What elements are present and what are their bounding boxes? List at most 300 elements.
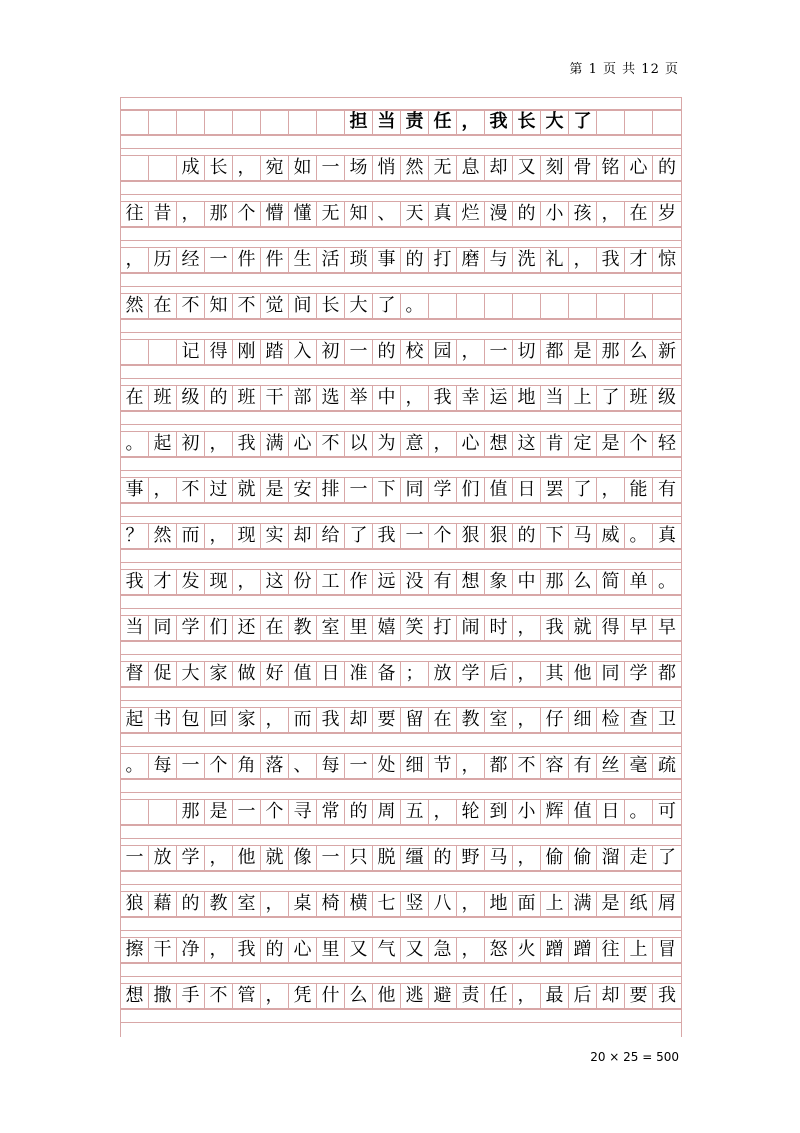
- grid-cell: 琐: [345, 248, 373, 272]
- row-spacer: [121, 687, 681, 701]
- grid-cell: 管: [233, 984, 261, 1008]
- grid-cell: [149, 110, 177, 134]
- grid-cell: 远: [373, 570, 401, 594]
- grid-cell: ，: [261, 892, 289, 916]
- grid-cell: 长: [513, 110, 541, 134]
- grid-cell: 什: [317, 984, 345, 1008]
- grid-cell: 竖: [401, 892, 429, 916]
- grid-cell: 避: [429, 984, 457, 1008]
- grid-cell: 不: [317, 432, 345, 456]
- grid-cell: 成: [177, 156, 205, 180]
- grid-cell: 当: [541, 386, 569, 410]
- grid-cell: 漫: [485, 202, 513, 226]
- grid-cell: 都: [541, 340, 569, 364]
- grid-cell: 偷: [541, 846, 569, 870]
- grid-cell: 。: [401, 294, 429, 318]
- grid-cell: 了: [345, 524, 373, 548]
- grid-cell: 干: [261, 386, 289, 410]
- grid-cell: 的: [513, 524, 541, 548]
- grid-cell: 那: [541, 570, 569, 594]
- grid-cell: 才: [625, 248, 653, 272]
- grid-cell: 、: [373, 202, 401, 226]
- grid-cell: 大: [541, 110, 569, 134]
- grid-cell: ，: [121, 248, 149, 272]
- grid-cell: 件: [261, 248, 289, 272]
- grid-cell: 净: [177, 938, 205, 962]
- grid-cell: 场: [345, 156, 373, 180]
- grid-cell: 落: [261, 754, 289, 778]
- grid-cell: 肯: [541, 432, 569, 456]
- grid-cell: 这: [261, 570, 289, 594]
- grid-cell: 仔: [541, 708, 569, 732]
- grid-cell: [625, 294, 653, 318]
- grid-cell: 我: [373, 524, 401, 548]
- grid-cell: 椅: [317, 892, 345, 916]
- grid-cell: 我: [317, 708, 345, 732]
- row-spacer: [121, 1009, 681, 1023]
- text-row: [121, 891, 681, 917]
- grid-cell: ，: [597, 202, 625, 226]
- grid-cell: 而: [289, 708, 317, 732]
- grid-cell: [317, 110, 345, 134]
- page-indicator: [569, 58, 679, 77]
- grid-cell: 事: [373, 248, 401, 272]
- grid-cell: 。: [625, 800, 653, 824]
- grid-cell: 辉: [541, 800, 569, 824]
- grid-cell: 现: [205, 570, 233, 594]
- grid-cell: 只: [345, 846, 373, 870]
- grid-cell: 往: [597, 938, 625, 962]
- grid-cell: 知: [205, 294, 233, 318]
- grid-cell: 责: [457, 984, 485, 1008]
- grid-cell: 他: [569, 662, 597, 686]
- grid-cell: 简: [597, 570, 625, 594]
- text-row: [121, 799, 681, 825]
- grid-cell: 有: [658, 479, 676, 500]
- grid-cell: 放: [429, 662, 457, 686]
- grid-cell: 却: [597, 984, 625, 1008]
- grid-cell: 上: [541, 892, 569, 916]
- grid-cell: 上: [569, 386, 597, 410]
- grid-cell: 是: [569, 340, 597, 364]
- grid-cell: 像: [289, 846, 317, 870]
- grid-cell: 的: [205, 386, 233, 410]
- grid-cell: 的: [429, 846, 457, 870]
- text-row: [121, 247, 681, 273]
- grid-cell: 备: [373, 662, 401, 686]
- grid-cell: 丝: [597, 754, 625, 778]
- grid-cell: 。: [658, 571, 676, 592]
- grid-cell: 的: [658, 157, 676, 178]
- grid-cell: 满: [261, 432, 289, 456]
- grid-cell: 任: [485, 984, 513, 1008]
- grid-cell: 偷: [569, 846, 597, 870]
- row-spacer: [121, 365, 681, 379]
- row-spacer: [121, 733, 681, 747]
- grid-cell: 同: [597, 662, 625, 686]
- grid-cell: ，: [513, 662, 541, 686]
- grid-cell: 然: [149, 524, 177, 548]
- grid-cell: 都: [658, 663, 676, 684]
- grid-cell: 不: [513, 754, 541, 778]
- grid-cell: 份: [289, 570, 317, 594]
- grid-cell: 手: [177, 984, 205, 1008]
- grid-cell: 狠: [457, 524, 485, 548]
- grid-cell: 细: [401, 754, 429, 778]
- grid-cell: 安: [289, 478, 317, 502]
- grid-cell: ，: [177, 202, 205, 226]
- grid-cell: 了: [373, 294, 401, 318]
- grid-cell: 教: [205, 892, 233, 916]
- grid-cell: [597, 294, 625, 318]
- grid-cell: 寻: [289, 800, 317, 824]
- grid-cell: ，: [149, 478, 177, 502]
- grid-cell: 给: [317, 524, 345, 548]
- grid-cell: 地: [513, 386, 541, 410]
- grid-cell: 初: [177, 432, 205, 456]
- grid-cell: 真: [658, 525, 676, 546]
- grid-cell: 日: [597, 800, 625, 824]
- grid-cell: 火: [513, 938, 541, 962]
- grid-cell: 件: [233, 248, 261, 272]
- grid-cell: 得: [597, 616, 625, 640]
- grid-cell: 踏: [261, 340, 289, 364]
- grid-cell: 每: [149, 754, 177, 778]
- grid-cell: 脱: [373, 846, 401, 870]
- grid-cell: 学: [177, 616, 205, 640]
- grid-cell: 意: [401, 432, 429, 456]
- grid-cell: 同: [401, 478, 429, 502]
- grid-cell: 真: [429, 202, 457, 226]
- grid-cell: 笑: [401, 616, 429, 640]
- grid-cell: 烂: [457, 202, 485, 226]
- row-spacer: [121, 549, 681, 563]
- grid-cell: 的: [401, 248, 429, 272]
- grid-cell: 这: [513, 432, 541, 456]
- grid-cell: 以: [345, 432, 373, 456]
- row-spacer: [121, 917, 681, 931]
- text-row: [121, 477, 681, 503]
- grid-cell: 好: [261, 662, 289, 686]
- grid-cell: ，: [233, 156, 261, 180]
- grid-cell: 作: [345, 570, 373, 594]
- grid-cell: ，: [457, 892, 485, 916]
- grid-cell: ，: [513, 616, 541, 640]
- grid-cell: 处: [373, 754, 401, 778]
- grid-cell: 园: [429, 340, 457, 364]
- current-page-number: 1: [588, 62, 598, 77]
- grid-cell: 查: [625, 708, 653, 732]
- grid-cell: 担: [345, 110, 373, 134]
- grid-cell: 宛: [261, 156, 289, 180]
- grid-cell: 有: [569, 754, 597, 778]
- grid-cell: 。: [121, 754, 149, 778]
- grid-cell: 活: [317, 248, 345, 272]
- grid-cell: ，: [429, 432, 457, 456]
- grid-cell: 想: [485, 432, 513, 456]
- grid-cell: 想: [457, 570, 485, 594]
- grid-cell: 五: [401, 800, 429, 824]
- grid-cell: [149, 156, 177, 180]
- grid-cell: 藉: [149, 892, 177, 916]
- grid-cell: 家: [233, 708, 261, 732]
- grid-cell: 举: [345, 386, 373, 410]
- grid-cell: 家: [205, 662, 233, 686]
- grid-cell: ，: [457, 938, 485, 962]
- grid-cell: [597, 110, 625, 134]
- grid-cell: 一: [317, 156, 345, 180]
- grid-cell: ，: [261, 984, 289, 1008]
- grid-cell: 长: [205, 156, 233, 180]
- grid-cell: [121, 110, 149, 134]
- grid-cell: 大: [345, 294, 373, 318]
- grid-cell: 每: [317, 754, 345, 778]
- row-spacer: [121, 503, 681, 517]
- grid-cell: 的: [261, 938, 289, 962]
- grid-cell: 息: [457, 156, 485, 180]
- grid-cell: 心: [289, 938, 317, 962]
- grid-cell: 都: [485, 754, 513, 778]
- grid-cell: 屑: [658, 893, 676, 914]
- grid-cell: 班: [625, 386, 653, 410]
- grid-cell: ，: [205, 432, 233, 456]
- grid-cell: 我: [485, 110, 513, 134]
- grid-cell: 又: [345, 938, 373, 962]
- grid-cell: 却: [485, 156, 513, 180]
- grid-cell: 是: [205, 800, 233, 824]
- grid-cell: 可: [658, 801, 676, 822]
- grid-cell: 马: [569, 524, 597, 548]
- grid-cell: 逃: [401, 984, 429, 1008]
- text-row: [121, 753, 681, 779]
- grid-cell: 刚: [233, 340, 261, 364]
- grid-cell: 室: [233, 892, 261, 916]
- grid-cell: 么: [625, 340, 653, 364]
- grid-cell: 班: [233, 386, 261, 410]
- grid-cell: 闹: [457, 616, 485, 640]
- grid-cell: 运: [485, 386, 513, 410]
- grid-cell: 威: [597, 524, 625, 548]
- grid-cell: 日: [513, 478, 541, 502]
- grid-cell: 上: [625, 938, 653, 962]
- grid-cell: 就: [569, 616, 597, 640]
- grid-cell: 间: [289, 294, 317, 318]
- grid-cell: 象: [485, 570, 513, 594]
- grid-cell: 历: [149, 248, 177, 272]
- grid-cell: 级: [658, 387, 676, 408]
- text-row: [121, 293, 681, 319]
- grid-cell: 起: [121, 708, 149, 732]
- grid-cell: 凭: [289, 984, 317, 1008]
- grid-cell: 是: [597, 432, 625, 456]
- grid-cell: 铭: [597, 156, 625, 180]
- grid-cell: 部: [289, 386, 317, 410]
- text-row: [121, 339, 681, 365]
- grid-cell: [261, 110, 289, 134]
- grid-cell: ；: [401, 662, 429, 686]
- grid-cell: 日: [317, 662, 345, 686]
- grid-cell: 洗: [513, 248, 541, 272]
- row-spacer: [121, 181, 681, 195]
- grid-cell: 促: [149, 662, 177, 686]
- grid-cell: [233, 110, 261, 134]
- grid-cell: 最: [541, 984, 569, 1008]
- row-spacer: [121, 457, 681, 471]
- grid-cell: ，: [205, 846, 233, 870]
- grid-cell: [177, 110, 205, 134]
- row-spacer: [121, 273, 681, 287]
- grid-cell: 不: [205, 984, 233, 1008]
- grid-cell: 在: [149, 294, 177, 318]
- grid-cell: 准: [345, 662, 373, 686]
- grid-cell: 与: [485, 248, 513, 272]
- grid-cell: 得: [205, 340, 233, 364]
- grid-cell: 悄: [373, 156, 401, 180]
- grid-cell: 教: [457, 708, 485, 732]
- grid-cell: 们: [457, 478, 485, 502]
- grid-cell: 满: [569, 892, 597, 916]
- grid-cell: 大: [177, 662, 205, 686]
- grid-cell: 值: [485, 478, 513, 502]
- title-row: [121, 109, 681, 135]
- grid-cell: [121, 340, 149, 364]
- grid-cell: [121, 156, 149, 180]
- grid-cell: 节: [429, 754, 457, 778]
- grid-cell: 知: [345, 202, 373, 226]
- grid-cell: 横: [345, 892, 373, 916]
- grid-cell: 角: [233, 754, 261, 778]
- grid-cell: ，: [513, 984, 541, 1008]
- grid-cell: ，: [429, 800, 457, 824]
- grid-count-footer: 20 × 25 = 500: [590, 1050, 679, 1064]
- grid-cell: [121, 800, 149, 824]
- grid-cell: 怒: [485, 938, 513, 962]
- grid-cell: 一: [485, 340, 513, 364]
- grid-cell: 们: [205, 616, 233, 640]
- grid-cell: 卫: [658, 709, 676, 730]
- row-spacer: [121, 411, 681, 425]
- text-row: [121, 201, 681, 227]
- grid-cell: [149, 340, 177, 364]
- grid-cell: 走: [625, 846, 653, 870]
- grid-cell: ，: [457, 110, 485, 134]
- grid-cell: 检: [597, 708, 625, 732]
- grid-cell: 一: [345, 754, 373, 778]
- grid-cell: [569, 294, 597, 318]
- grid-cell: 个: [233, 202, 261, 226]
- grid-cell: 后: [485, 662, 513, 686]
- text-row: [121, 569, 681, 595]
- total-pages-number: 12: [641, 62, 660, 77]
- grid-cell: 无: [317, 202, 345, 226]
- grid-cell: 下: [373, 478, 401, 502]
- grid-cell: 岁: [658, 203, 676, 224]
- grid-cell: 要: [625, 984, 653, 1008]
- grid-cell: 嬉: [373, 616, 401, 640]
- grid-cell: 小: [513, 800, 541, 824]
- grid-cell: 急: [429, 938, 457, 962]
- grid-cell: 惊: [658, 249, 676, 270]
- text-row: [121, 431, 681, 457]
- grid-cell: ，: [205, 524, 233, 548]
- text-row: [121, 615, 681, 641]
- grid-cell: 早: [625, 616, 653, 640]
- grid-cell: 有: [429, 570, 457, 594]
- grid-cell: 罢: [541, 478, 569, 502]
- grid-cell: 冒: [658, 939, 676, 960]
- text-row: [121, 707, 681, 733]
- grid-cell: 往: [121, 202, 149, 226]
- row-spacer: [121, 963, 681, 977]
- grid-cell: 马: [485, 846, 513, 870]
- grid-cell: 室: [485, 708, 513, 732]
- grid-cell: 在: [429, 708, 457, 732]
- grid-cell: 刻: [541, 156, 569, 180]
- grid-cell: 的: [345, 800, 373, 824]
- grid-cell: 一: [205, 248, 233, 272]
- grid-cell: 不: [177, 478, 205, 502]
- grid-cell: ，: [513, 846, 541, 870]
- grid-cell: 学: [457, 662, 485, 686]
- grid-cell: 做: [233, 662, 261, 686]
- grid-cell: 我: [429, 386, 457, 410]
- grid-cell: 、: [289, 754, 317, 778]
- grid-cell: 想: [121, 984, 149, 1008]
- grid-cell: 个: [205, 754, 233, 778]
- grid-cell: 早: [658, 617, 676, 638]
- grid-cell: 蹭: [541, 938, 569, 962]
- grid-cell: 就: [261, 846, 289, 870]
- grid-cell: 实: [261, 524, 289, 548]
- grid-cell: 了: [569, 478, 597, 502]
- grid-cell: 纸: [625, 892, 653, 916]
- grid-cell: [653, 294, 681, 318]
- grid-cell: 又: [513, 156, 541, 180]
- grid-cell: 轮: [457, 800, 485, 824]
- page-suffix: 页: [664, 62, 679, 77]
- grid-cell: 能: [625, 478, 653, 502]
- grid-cell: 打: [429, 248, 457, 272]
- grid-cell: 了: [597, 386, 625, 410]
- grid-cell: 个: [625, 432, 653, 456]
- grid-cell: 心: [289, 432, 317, 456]
- text-row: [121, 661, 681, 687]
- grid-cell: 个: [429, 524, 457, 548]
- grid-cell: 排: [317, 478, 345, 502]
- grid-cell: 值: [289, 662, 317, 686]
- grid-cell: ，: [457, 754, 485, 778]
- grid-cell: ，: [233, 570, 261, 594]
- text-row: [121, 937, 681, 963]
- grid-cell: 是: [261, 478, 289, 502]
- grid-cell: 无: [429, 156, 457, 180]
- grid-cell: 切: [513, 340, 541, 364]
- grid-cell: 我: [233, 432, 261, 456]
- grid-cell: 溜: [597, 846, 625, 870]
- grid-cell: 班: [149, 386, 177, 410]
- grid-cell: 一: [233, 800, 261, 824]
- manuscript-grid-paper: [120, 97, 682, 1037]
- grid-cell: [513, 294, 541, 318]
- grid-cell: 却: [289, 524, 317, 548]
- grid-cell: ，: [597, 478, 625, 502]
- grid-cell: 记: [177, 340, 205, 364]
- grid-cell: 同: [149, 616, 177, 640]
- grid-cell: 我: [597, 248, 625, 272]
- grid-cell: 容: [541, 754, 569, 778]
- grid-cell: 心: [457, 432, 485, 456]
- grid-cell: 不: [177, 294, 205, 318]
